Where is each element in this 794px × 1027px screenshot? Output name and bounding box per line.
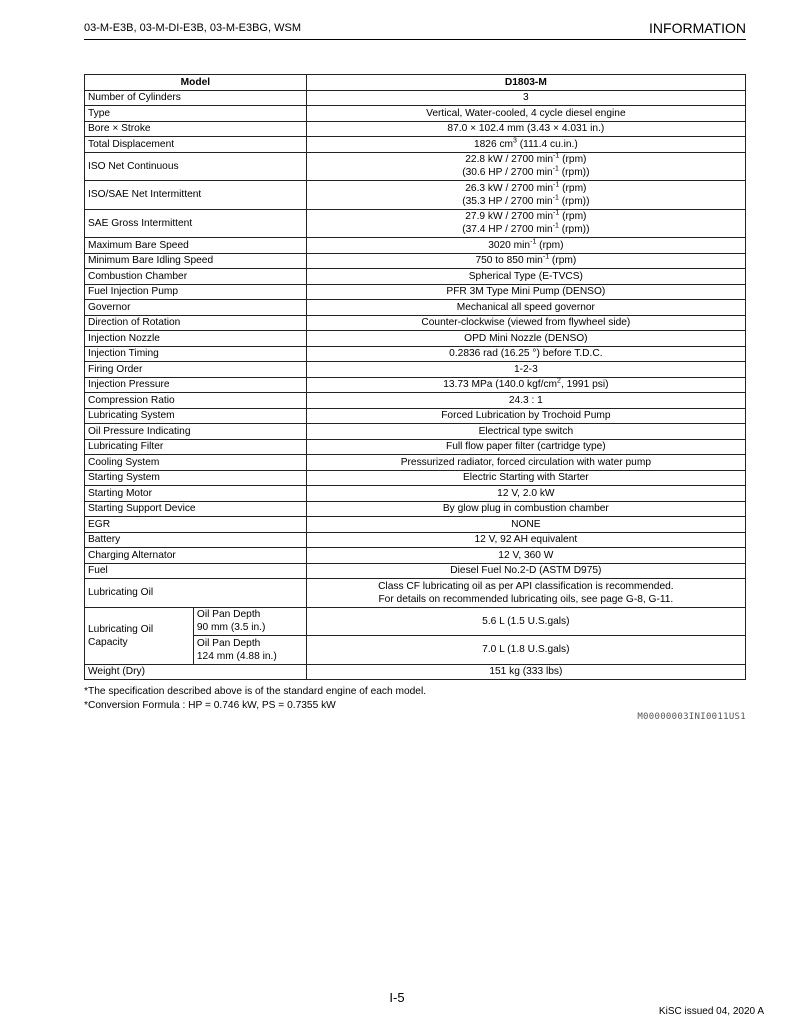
row-value: 1826 $cm^3$ (111.4 cu.in.): [306, 137, 745, 153]
table-row: [85, 377, 746, 393]
header-rule: [84, 39, 746, 40]
row-label: Total Displacement: [85, 137, 307, 153]
table-row: [85, 532, 746, 548]
row-label: Bore × Stroke: [85, 121, 307, 137]
header-section-title: INFORMATION: [649, 20, 746, 36]
document-code: M00000003INI0011US1: [637, 712, 746, 722]
row-label: SAE Gross Intermittent: [85, 209, 307, 238]
row-value: 24.3 : 1: [306, 393, 745, 409]
table-row: [85, 346, 746, 362]
row-value: Forced Lubrication by Trochoid Pump: [306, 408, 745, 424]
table-row: [85, 269, 746, 285]
row-value: 27.9 kW / 2700 $\min^{-1} (rpm)$ (37.4 HP / 2700 $\min^{-1} (rpm)$): [306, 209, 745, 238]
row-label: EGR: [85, 517, 307, 533]
row-label: Fuel Injection Pump: [85, 284, 307, 300]
row-label: Battery: [85, 532, 307, 548]
row-value: Vertical, Water-cooled, 4 cycle diesel engine: [306, 106, 745, 122]
row-value: Electrical type switch: [306, 424, 745, 440]
table-row: [85, 664, 746, 680]
oil-pan-depth-90-label: Oil Pan Depth 90 mm (3.5 in.): [193, 607, 306, 636]
row-value: 0.2836 rad (16.25 °) before T.D.C.: [306, 346, 745, 362]
table-row: [85, 424, 746, 440]
row-value: 13.73 MPa (140.0 kgf/$cm^2$, 1991 psi): [306, 377, 745, 393]
issue-info: KiSC issued 04, 2020 A: [658, 1006, 764, 1017]
row-label: Compression Ratio: [85, 393, 307, 409]
row-label: Cooling System: [85, 455, 307, 471]
row-value: OPD Mini Nozzle (DENSO): [306, 331, 745, 347]
row-value: By glow plug in combustion chamber: [306, 501, 745, 517]
row-value: 3: [306, 90, 745, 106]
row-label: Lubricating Oil: [85, 579, 307, 608]
row-value: Diesel Fuel No.2-D (ASTM D975): [306, 563, 745, 579]
row-value: 12 V, 360 W: [306, 548, 745, 564]
row-label: ISO Net Continuous: [85, 152, 307, 181]
row-label: Charging Alternator: [85, 548, 307, 564]
table-row: [85, 315, 746, 331]
row-value: NONE: [306, 517, 745, 533]
row-value: 22.8 kW / 2700 $\min^{-1} (rpm)$ (30.6 HP / 2700 $\min^{-1} (rpm)$): [306, 152, 745, 181]
row-label: Governor: [85, 300, 307, 316]
row-value: Counter-clockwise (viewed from flywheel side): [306, 315, 745, 331]
row-label: Fuel: [85, 563, 307, 579]
model-value-header: D1803-M: [306, 75, 745, 91]
row-label: Starting System: [85, 470, 307, 486]
table-row: [85, 563, 746, 579]
row-value: 1-2-3: [306, 362, 745, 378]
row-label: Starting Motor: [85, 486, 307, 502]
row-value: 3020 $\min^{-1} (rpm)$: [306, 238, 745, 254]
page-number: I-5: [389, 990, 405, 1005]
oil-pan-depth-124-label: Oil Pan Depth 124 mm (4.88 in.): [193, 636, 306, 665]
row-label: Lubricating System: [85, 408, 307, 424]
table-row: [85, 501, 746, 517]
row-value: Spherical Type (E-TVCS): [306, 269, 745, 285]
table-row: [85, 137, 746, 153]
table-row: [85, 90, 746, 106]
row-value: 12 V, 92 AH equivalent: [306, 532, 745, 548]
row-label: Injection Nozzle: [85, 331, 307, 347]
row-label: Number of Cylinders: [85, 90, 307, 106]
row-value: 750 to 850 $\min^{-1} (rpm)$: [306, 253, 745, 269]
table-row: [85, 238, 746, 254]
table-row: [85, 439, 746, 455]
table-row: [85, 455, 746, 471]
table-row: [85, 181, 746, 210]
row-label: Direction of Rotation: [85, 315, 307, 331]
table-row: [85, 470, 746, 486]
row-value: 151 kg (333 lbs): [306, 664, 745, 680]
row-label: Injection Pressure: [85, 377, 307, 393]
table-row: [85, 362, 746, 378]
row-label: Type: [85, 106, 307, 122]
header-model-list: 03-M-E3B, 03-M-DI-E3B, 03-M-E3BG, WSM: [84, 22, 301, 34]
table-row: [85, 284, 746, 300]
row-label: Oil Pressure Indicating: [85, 424, 307, 440]
table-row: [85, 331, 746, 347]
table-row: [85, 579, 746, 608]
row-label: Weight (Dry): [85, 664, 307, 680]
row-value: Class CF lubricating oil as per API classification is recommended. For details on recommended lubricating oils, see page G-8, G-11.: [306, 579, 745, 608]
row-value: Electric Starting with Starter: [306, 470, 745, 486]
row-value: Full flow paper filter (cartridge type): [306, 439, 745, 455]
row-label: Combustion Chamber: [85, 269, 307, 285]
row-value: PFR 3M Type Mini Pump (DENSO): [306, 284, 745, 300]
model-header: Model: [85, 75, 307, 91]
table-row: [85, 209, 746, 238]
table-row: [85, 393, 746, 409]
table-row: [85, 253, 746, 269]
table-row: [85, 486, 746, 502]
table-header-row: [85, 75, 746, 91]
row-label: Firing Order: [85, 362, 307, 378]
table-row: [85, 408, 746, 424]
footnote-standard-engine: *The specification described above is of the standard engine of each model.: [84, 686, 427, 697]
row-value: 26.3 kW / 2700 $\min^{-1} (rpm)$ (35.3 HP / 2700 $\min^{-1} (rpm)$): [306, 181, 745, 210]
row-value: 12 V, 2.0 kW: [306, 486, 745, 502]
row-label: Lubricating Filter: [85, 439, 307, 455]
table-row: [85, 300, 746, 316]
row-label: Starting Support Device: [85, 501, 307, 517]
row-label: Injection Timing: [85, 346, 307, 362]
table-row: [85, 517, 746, 533]
row-value: 5.6 L (1.5 U.S.gals): [306, 607, 745, 636]
footnote-conversion-formula: *Conversion Formula : HP = 0.746 kW, PS = 0.7355 kW: [84, 700, 336, 711]
oil-capacity-label: Lubricating Oil Capacity: [85, 607, 194, 664]
table-row: [85, 121, 746, 137]
row-label: Maximum Bare Speed: [85, 238, 307, 254]
row-value: Pressurized radiator, forced circulation with water pump: [306, 455, 745, 471]
table-row: [85, 548, 746, 564]
row-value: Mechanical all speed governor: [306, 300, 745, 316]
table-row: [85, 607, 746, 636]
row-value: 87.0 × 102.4 mm (3.43 × 4.031 in.): [306, 121, 745, 137]
table-row: [85, 152, 746, 181]
spec-table: [84, 74, 746, 680]
table-row: [85, 106, 746, 122]
row-value: 7.0 L (1.8 U.S.gals): [306, 636, 745, 665]
row-label: Minimum Bare Idling Speed: [85, 253, 307, 269]
row-label: ISO/SAE Net Intermittent: [85, 181, 307, 210]
